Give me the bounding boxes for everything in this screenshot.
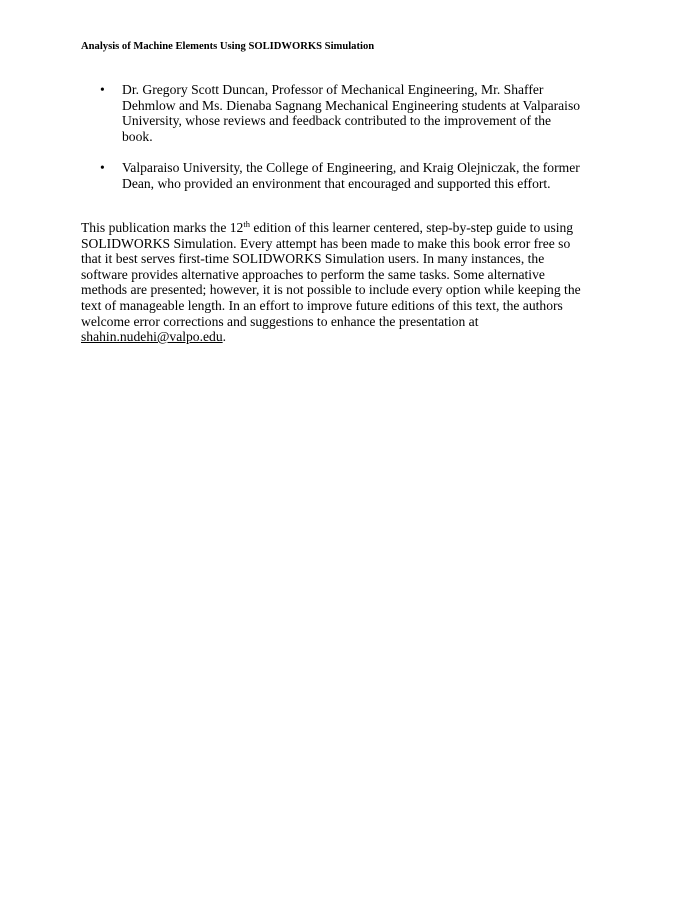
- list-item-text: Dr. Gregory Scott Duncan, Professor of Mechanical Engineering, Mr. Shaffer Dehmlow and Ms. Dienaba Sagnang Mechanical Engineering students at Valparaiso University, whose reviews and feedback contributed to the improvement of the book.: [122, 82, 581, 144]
- running-header: Analysis of Machine Elements Using SOLIDWORKS Simulation: [81, 41, 375, 52]
- bullet-icon: •: [100, 82, 105, 97]
- list-item: [81, 82, 581, 144]
- paragraph-intro: This publication marks the 12: [81, 220, 244, 235]
- paragraph-body: edition of this learner centered, step-by-step guide to using SOLIDWORKS Simulation. Every attempt has been made to make this book error free so that it best serves first-time SOLIDWORKS Simulation users. In many instances, the software provides alternative approaches to perform the same tasks. Some alternative methods are presented; however, it is not possible to include every option while keeping the text of manageable length. In an effort to improve future editions of this text, the authors welcome error corrections and suggestions to enhance the presentation at: [81, 220, 581, 329]
- body-paragraph: [81, 220, 581, 345]
- paragraph-end: .: [222, 329, 227, 345]
- list-item: [81, 160, 581, 191]
- acknowledgement-list: [81, 82, 581, 208]
- email-link[interactable]: shahin.nudehi@valpo.edu: [81, 329, 223, 345]
- bullet-icon: •: [100, 160, 105, 176]
- list-item-text: Valparaiso University, the College of Engineering, and Kraig Olejniczak, the former Dean, who provided an environment that encouraged and supported this effort.: [122, 160, 580, 191]
- ordinal-suffix: th: [243, 219, 250, 229]
